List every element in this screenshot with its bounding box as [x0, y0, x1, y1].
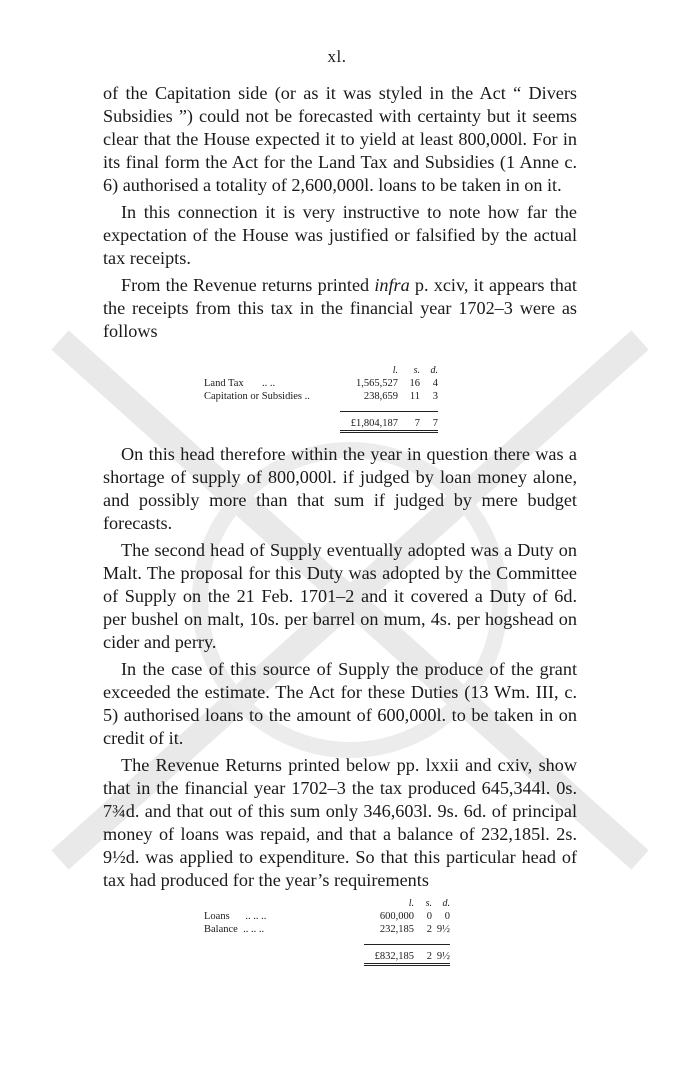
header-pounds: l. — [392, 365, 398, 376]
table-row — [204, 377, 438, 390]
paragraph-3-start: From the Revenue returns printed — [121, 275, 375, 295]
row-label: Capitation or Subsidies — [204, 391, 302, 402]
total-row — [204, 944, 450, 964]
row-dots: .. — [304, 391, 310, 402]
row-pounds: 1,565,527 — [356, 378, 398, 389]
text-block-bottom — [103, 443, 577, 892]
text-block-top — [103, 82, 577, 343]
total-shillings: 7 — [398, 411, 420, 431]
row-shillings: 16 — [409, 378, 420, 389]
paragraph-3 — [103, 274, 577, 343]
table-row — [204, 390, 438, 403]
header-shillings: s. — [413, 365, 420, 376]
header-pence: d. — [430, 365, 438, 376]
row-shillings: 0 — [426, 911, 432, 922]
table-row — [204, 923, 450, 936]
row-label: Land Tax — [204, 378, 244, 389]
row-pounds: 238,659 — [363, 391, 398, 402]
row-shillings: 11 — [409, 391, 420, 402]
total-pounds: £1,804,187 — [340, 411, 398, 431]
row-pence: 4 — [432, 378, 438, 389]
table-row — [204, 910, 450, 923]
row-dots: .. .. .. — [245, 911, 267, 922]
paragraph-3-italic: infra — [374, 275, 410, 295]
header-pence: d. — [442, 898, 450, 909]
header-pounds: l. — [408, 898, 414, 909]
row-label: Balance — [204, 924, 238, 935]
row-pence: 3 — [432, 391, 438, 402]
header-shillings: s. — [425, 898, 432, 909]
paragraph-5: The second head of Supply eventually adopted was a Duty on Malt. The proposal for this Duty was adopted by the Committee of Supply on the 21 Feb. 1701–2 and it covered a Duty of 6d. per bushel on malt, 10s. per barrel on mum, 4s. per hogshead on cider and perry. — [103, 540, 577, 652]
paragraph-7: The Revenue Returns printed below pp. lxxii and cxiv, show that in the financial year 1702–3 the tax produced 645,344l. 0s. 7¾d. and that out of this sum only 346,603l. 9s. 6d. of principal money of loans was repaid, and that a balance of 232,185l. 2s. 9½d. was applied to expenditure. So that this particular head of tax had produced for the year’s requirements — [103, 755, 577, 890]
page-number: xl. — [327, 47, 347, 66]
paragraph-4: On this head therefore within the year in question there was a shortage of supply of 800,000l. if judged by loan money alone, and possibly more than that sum if judged by mere budget forecasts. — [103, 444, 577, 533]
receipts-table — [204, 364, 438, 433]
total-pence: 9½ — [432, 944, 450, 964]
total-pence: 7 — [420, 411, 438, 431]
row-label: Loans — [204, 911, 230, 922]
malt-duty-table — [204, 897, 450, 966]
paragraph-3-end: p. xciv, it appears that the receipts from this tax in the financial year 1702–3 were as follows — [103, 275, 577, 341]
total-pounds: £832,185 — [364, 944, 414, 964]
row-dots: .. .. .. — [243, 924, 265, 935]
row-pounds: 600,000 — [379, 911, 414, 922]
paragraph-6: In the case of this source of Supply the produce of the grant exceeded the estimate. The Act for these Duties (13 Wm. III, c. 5) authorised loans to the amount of 600,000l. to be taken in on credit of it. — [103, 659, 577, 748]
row-dots: .. .. — [261, 378, 276, 389]
row-pence: 9½ — [436, 924, 450, 935]
row-shillings: 2 — [426, 924, 432, 935]
paragraph-2: In this connection it is very instructive to note how far the expectation of the House was justified or falsified by the actual tax receipts. — [103, 202, 577, 268]
paragraph-1: of the Capitation side (or as it was styled in the Act “ Divers Subsidies ”) could not be forecasted with certainty but it seems clear that the House expected it to yield at least 800,000l. For in its final form the Act for the Land Tax and Subsidies (1 Anne c. 6) authorised a totality of 2,600,000l. loans to be taken in on it. — [103, 83, 577, 195]
row-pence: 0 — [444, 911, 450, 922]
total-row — [204, 411, 438, 431]
total-shillings: 2 — [414, 944, 432, 964]
row-pounds: 232,185 — [379, 924, 414, 935]
